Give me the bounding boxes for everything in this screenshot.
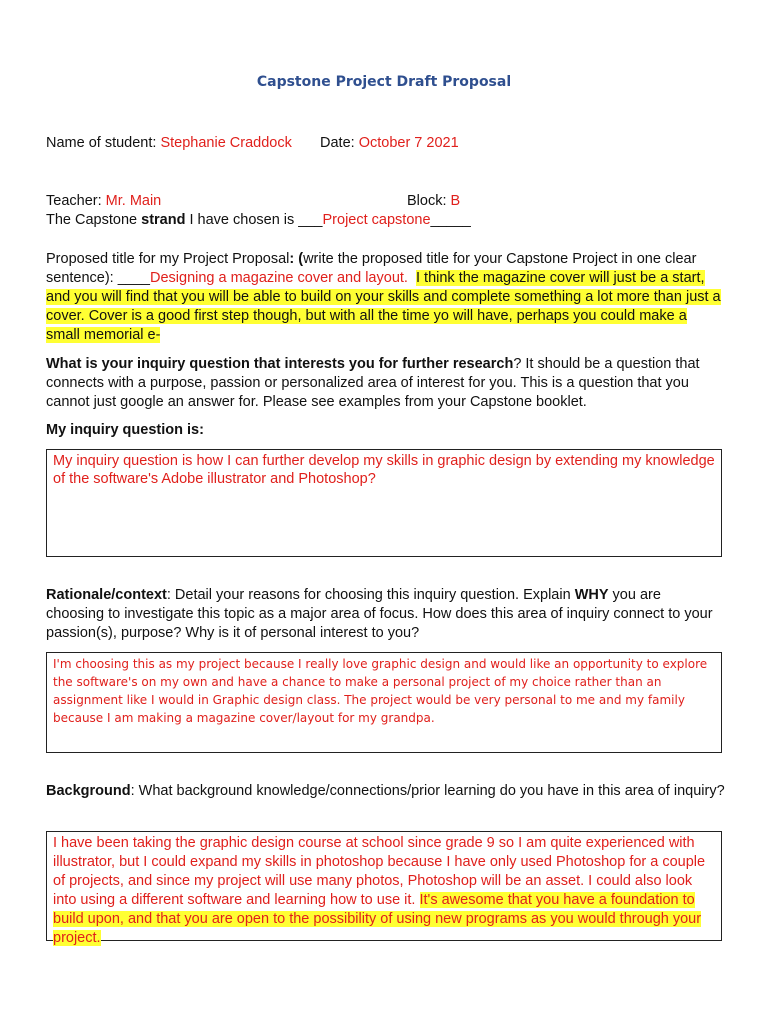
rationale-text-start: : Detail your reasons for choosing this inquiry question. Explain: [166, 587, 575, 603]
teacher-comment-title: I think the magazine cover will just be a start, and you will find that you will be able to build on your skills and complete something a lot more than just a cover. Cover is a good first step though, but with all the time yo will have, perhaps you could make a small memorial e-: [46, 270, 721, 346]
background-text: : What background knowledge/connections/prior learning do you have in this area of inquiry?: [130, 783, 725, 799]
background-prompt: [46, 783, 725, 799]
document-title: Capstone Project Draft Proposal: [256, 74, 512, 90]
teacher-value: Mr. Main: [105, 193, 162, 209]
rationale-label: Rationale/context: [46, 587, 167, 603]
strand-bold: strand: [141, 212, 186, 228]
teacher-comment-background: It's awesome that you have a foundation to build upon, and that you are open to the possibility of using new programs as you would through your project.: [53, 892, 702, 946]
my-inquiry-label-line: [46, 422, 204, 438]
block-line: [407, 193, 460, 209]
strand-suffix: _____: [430, 212, 471, 228]
teacher-label: Teacher:: [46, 193, 102, 209]
student-line: [46, 135, 292, 151]
background-answer-wrap: [47, 832, 721, 950]
strand-line: [46, 212, 471, 228]
proposed-title-section: [46, 250, 722, 346]
student-name-value: Stephanie Craddock: [160, 135, 292, 151]
proposed-title-label: Proposed title for my Project Proposal: [46, 251, 290, 267]
date-value: October 7 2021: [358, 135, 459, 151]
student-name-label: Name of student:: [46, 135, 157, 151]
my-inquiry-label: My inquiry question is:: [46, 422, 204, 438]
teacher-line: [46, 193, 161, 209]
proposed-title-instructions: write the proposed title for your Capstone Project in one clear sentence): ____: [46, 251, 697, 286]
block-label: Block:: [407, 193, 447, 209]
rationale-answer: I'm choosing this as my project because I really love graphic design and would like an opportunity to explore the software's on my own and have a chance to make a personal project of my choice rather than an assignment like I would in Graphic design class. The project would be very personal to me and my family because I am making a magazine cover/layout for my grandpa.: [53, 657, 708, 725]
strand-value: Project capstone: [322, 212, 431, 228]
rationale-text-rest: you are choosing to investigate this topic as a major area of focus. How does this area of inquiry connect to your passion(s), purpose? Why is it of personal interest to you?: [46, 587, 713, 641]
background-answer: I have been taking the graphic design course at school since grade 9 so I am quite experienced with illustrator, but I could expand my skills in photoshop because I have only used Photoshop for a couple of projects, and since my project will use many photos, Photoshop will be an asset. I could also look into using a different software and learning how to use it.: [53, 835, 706, 908]
proposed-title-colon: : (: [289, 251, 304, 267]
rationale-why: WHY: [574, 587, 609, 603]
inquiry-prompt-rest: ? It should be a question that connects with a purpose, passion or personalized area of interest for you. This is a question that you cannot just google an answer for. Please see examples from your Capstone booklet.: [46, 356, 700, 410]
block-value: B: [450, 193, 461, 209]
strand-middle: I have chosen is ___: [185, 212, 323, 228]
rationale-answer-box[interactable]: [46, 652, 722, 753]
inquiry-answer: My inquiry question is how I can further develop my skills in graphic design by extending my knowledge of the software's Adobe illustrator and Photoshop?: [53, 453, 715, 487]
proposed-title-value: Designing a magazine cover and layout.: [150, 270, 408, 286]
inquiry-answer-box[interactable]: [46, 449, 722, 557]
background-label: Background: [46, 783, 131, 799]
date-label: Date:: [320, 135, 355, 151]
rationale-prompt: [46, 586, 722, 643]
date-line: [320, 135, 459, 151]
inquiry-prompt-bold: What is your inquiry question that interests you for further research: [46, 356, 514, 372]
strand-prefix: The Capstone: [46, 212, 142, 228]
background-answer-box[interactable]: [46, 831, 722, 946]
inquiry-prompt: [46, 355, 722, 412]
